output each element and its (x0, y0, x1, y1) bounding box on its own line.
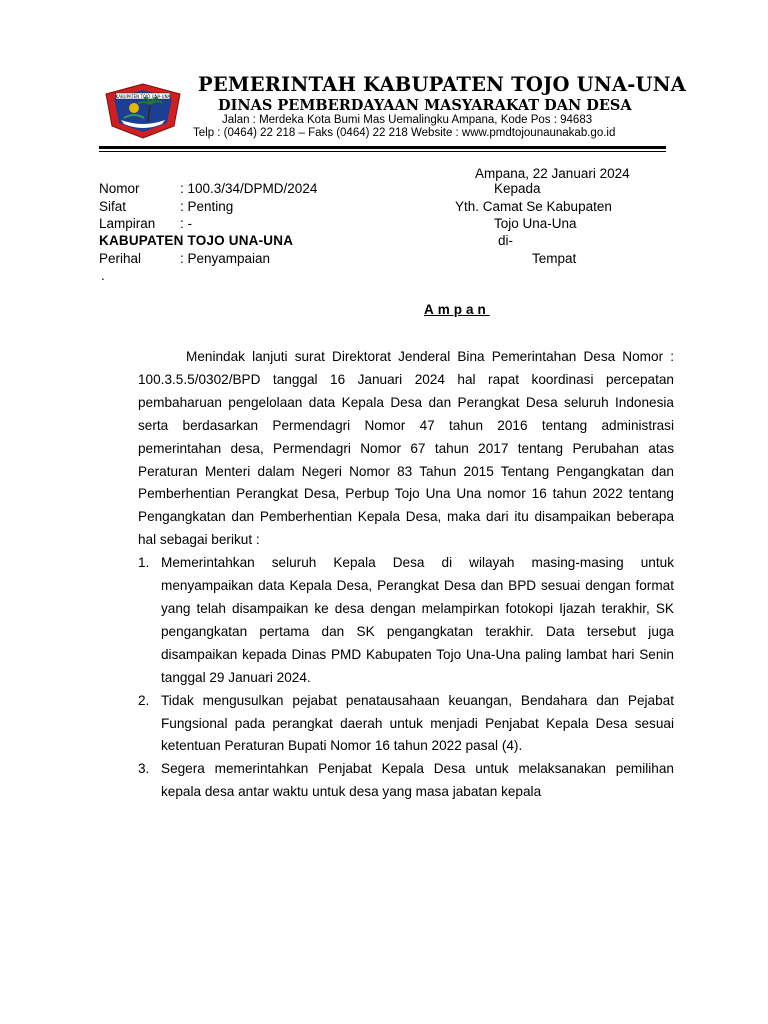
letterhead-divider-thick (99, 146, 666, 149)
recipient-place: Tojo Una-Una (494, 216, 577, 231)
recipient-kepada: Kepada (494, 181, 541, 196)
list-item-number: 2. (138, 692, 150, 708)
letterhead-contact: Telp : (0464) 22 218 – Faks (0464) 22 218 Website : www.pmdtojounaunakab.go.id (193, 127, 616, 139)
regency-heading: KABUPATEN TOJO UNA-UNA (99, 233, 294, 248)
intro-paragraph: Menindak lanjuti surat Direktorat Jenderal Bina Pemerintahan Desa Nomor : 100.3.5.5/0302/BPD tanggal 16 Januari 2024 hal rapat koordinasi percepatan pembaharuan pengelolaan data Kepala Desa dan Perangkat Desa seluruh Indonesia serta berdasarkan Permendagri Nomor 47 tahun 2016 tentang administrasi pemerintahan desa, Permendagri Nomor 67 tahun 2017 tentang Perubahan atas Peraturan Menteri dalam Negeri Nomor 83 Tahun 2015 Tentang Pengangkatan dan Pemberhentian Perangkat Desa, Perbup Tojo Una Una nomor 16 tahun 2022 tentang Pengangkatan dan Pemberhentian Kepala Desa, maka dari itu disampaikan beberapa hal sebagai berikut : (138, 349, 674, 548)
letter-body (138, 346, 674, 804)
letterhead-agency: DINAS PEMBERDAYAAN MASYARAKAT DAN DESA (218, 97, 632, 114)
perihal-label: Perihal (99, 251, 142, 266)
nomor-label: Nomor (99, 181, 140, 196)
logo-ribbon-text: KABUPATEN TOJO UNA-UNA (115, 93, 171, 99)
list-item-text: Memerintahkan seluruh Kepala Desa di wilayah masing-masing untuk menyampaikan data Kepala Desa, Perangkat Desa dan BPD sesuai dengan format yang telah disampaikan ke desa dengan melampirkan fotokopi Ijazah terakhir, SK pengangkatan pertama dan SK pengangkatan terakhir. Data tersebut juga disampaikan kepada Dinas PMD Kabupaten Tojo Una-Una paling lambat hari Senin tanggal 29 Januari 2024. (161, 555, 674, 685)
recipient-tempat: Tempat (532, 251, 577, 266)
list-item-number: 1. (138, 555, 150, 571)
nomor-value: : 100.3/34/DPMD/2024 (180, 181, 318, 196)
instruction-list (138, 552, 674, 804)
recipient-di: di- (498, 233, 514, 248)
recipient-yth: Yth. Camat Se Kabupaten (455, 199, 612, 214)
subject-heading: Ampan (424, 302, 490, 317)
list-item (138, 690, 674, 759)
sifat-label: Sifat (99, 199, 127, 214)
place-date: Ampana, 22 Januari 2024 (475, 166, 630, 181)
letterhead-address: Jalan : Merdeka Kota Bumi Mas Uemalingku Ampana, Kode Pos : 94683 (222, 114, 593, 126)
list-item-text: Tidak mengusulkan pejabat penatausahaan keuangan, Bendahara dan Pejabat Fungsional pada perangkat daerah untuk menjadi Penjabat Kepala Desa sesuai ketentuan Peraturan Bupati Nomor 16 tahun 2022 pasal (4). (161, 692, 674, 754)
list-item-text: Segera memerintahkan Penjabat Kepala Desa untuk melaksanakan pemilihan kepala desa antar waktu untuk desa yang masa jabatan kepala (161, 761, 674, 800)
perihal-value: : Penyampaian (180, 251, 271, 266)
letterhead-divider-thin (99, 151, 666, 152)
list-item-number: 3. (138, 761, 150, 777)
sifat-value: : Penting (180, 199, 234, 214)
regency-logo (104, 82, 182, 140)
list-item (138, 758, 674, 804)
stray-dot: . (101, 268, 105, 283)
lampiran-value: : - (180, 216, 192, 231)
lampiran-label: Lampiran (99, 216, 156, 231)
list-item (138, 552, 674, 689)
letterhead-government: PEMERINTAH KABUPATEN TOJO UNA-UNA (198, 73, 687, 96)
